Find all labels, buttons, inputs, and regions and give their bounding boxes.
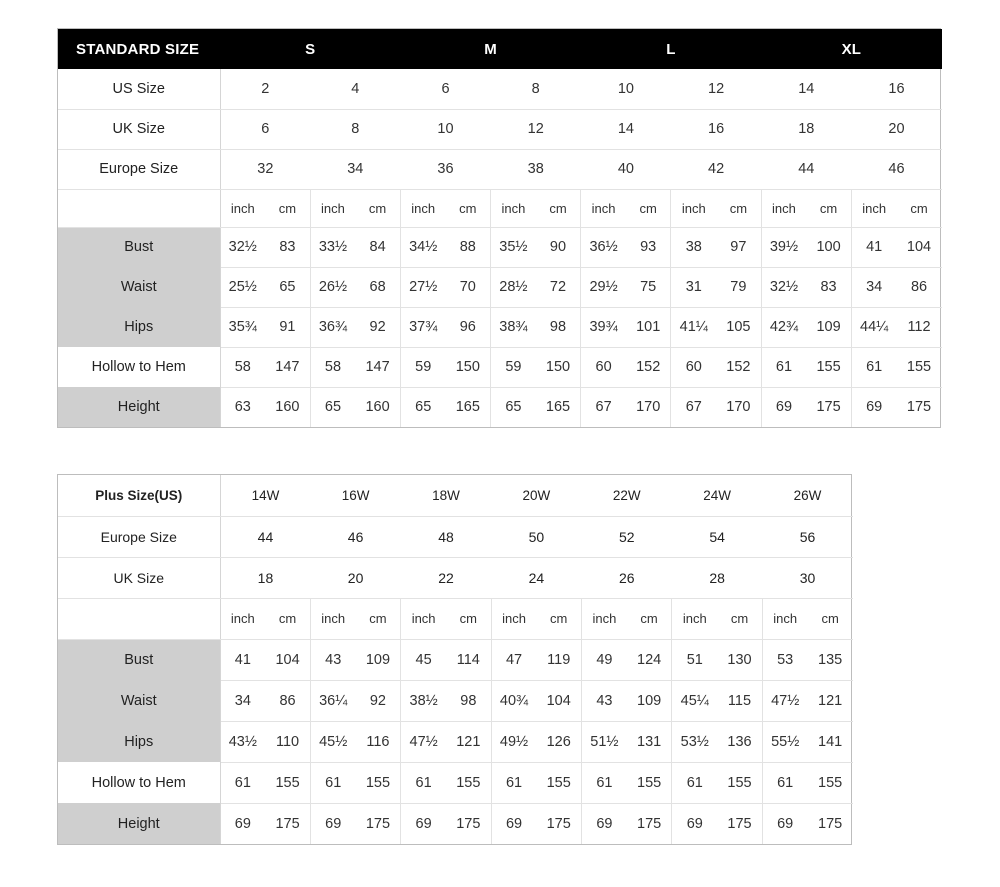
unit-cell: inch xyxy=(762,598,807,639)
cell-plus-hollow-in: 61 xyxy=(672,762,717,803)
cell-plus-hollow-in: 61 xyxy=(401,762,446,803)
cell-height-in: 63 xyxy=(220,387,265,427)
unit-cell: cm xyxy=(446,189,491,227)
table-row xyxy=(58,680,853,721)
unit-cell: cm xyxy=(806,189,851,227)
unit-cell: inch xyxy=(491,598,536,639)
cell-eu-size-6: 44 xyxy=(761,149,851,189)
cell-height-cm: 170 xyxy=(636,399,661,416)
cell-hollow-in: 59 xyxy=(400,347,445,387)
cell-height-cm: 165 xyxy=(545,399,571,416)
cell-plus-bust-in: 51 xyxy=(672,639,717,680)
cell-bust-in: 39½ xyxy=(761,227,806,267)
cell-plus-uk-3: 24 xyxy=(491,557,581,598)
row-label-plus-hollow-to-hem: Hollow to Hem xyxy=(58,762,220,803)
cell-plus-waist-cm: 98 xyxy=(446,680,491,721)
cell-plus-uk-4: 26 xyxy=(582,557,672,598)
row-label-plus-height: Height xyxy=(58,803,220,844)
cell-waist-cm: 68 xyxy=(355,267,400,307)
cell-hollow-cm: 147 xyxy=(355,347,400,387)
cell-bust-in: 41 xyxy=(851,227,896,267)
unit-cell: inch xyxy=(310,598,355,639)
unit-cell: inch xyxy=(851,189,896,227)
table-row xyxy=(58,803,853,844)
cell-hips-in: 44¼ xyxy=(851,307,896,347)
cell-height-cm: 170 xyxy=(726,399,751,416)
table-row xyxy=(58,307,942,347)
row-label-units xyxy=(58,189,220,227)
cell-hollow-cm: 150 xyxy=(536,347,581,387)
row-label-hollow-to-hem: Hollow to Hem xyxy=(58,347,220,387)
cell-plus-waist-in: 38½ xyxy=(401,680,446,721)
cell-height-cm: 165 xyxy=(455,399,480,416)
row-label-height: Height xyxy=(58,387,220,427)
cell-plus-height-cm: 175 xyxy=(365,815,391,832)
plus-size-grid xyxy=(58,475,853,844)
cell-bust-in: 32½ xyxy=(220,227,265,267)
standard-header-group-xl: XL xyxy=(761,29,941,69)
table-row xyxy=(58,109,942,149)
cell-plus-us-2: 18W xyxy=(401,475,491,516)
cell-plus-hips-cm: 126 xyxy=(536,721,581,762)
cell-plus-uk-6: 30 xyxy=(762,557,852,598)
cell-plus-waist-in: 36¼ xyxy=(310,680,355,721)
cell-hips-in: 37¾ xyxy=(400,307,445,347)
unit-cell: inch xyxy=(401,598,446,639)
cell-plus-hips-in: 51½ xyxy=(582,721,627,762)
cell-hips-in: 35¾ xyxy=(220,307,265,347)
cell-waist-cm: 72 xyxy=(536,267,581,307)
unit-cell: inch xyxy=(582,598,627,639)
cell-plus-waist-cm: 115 xyxy=(717,680,762,721)
cell-hips-cm: 105 xyxy=(716,307,761,347)
cell-height-in: 67 xyxy=(581,387,626,427)
cell-plus-height-in: 69 xyxy=(672,803,717,844)
cell-plus-height-cm: 175 xyxy=(727,815,752,832)
cell-hollow-in: 61 xyxy=(761,347,806,387)
cell-uk-size-0: 6 xyxy=(220,109,310,149)
cell-waist-in: 25½ xyxy=(220,267,265,307)
cell-plus-uk-1: 20 xyxy=(310,557,400,598)
cell-plus-hips-cm: 141 xyxy=(808,721,853,762)
cell-plus-hips-in: 55½ xyxy=(762,721,807,762)
cell-waist-cm: 79 xyxy=(716,267,761,307)
cell-hips-cm: 101 xyxy=(626,307,671,347)
cell-plus-height-in: 69 xyxy=(220,803,265,844)
cell-plus-uk-5: 28 xyxy=(672,557,762,598)
cell-eu-size-2: 36 xyxy=(400,149,490,189)
cell-plus-height-in: 69 xyxy=(401,803,446,844)
cell-plus-hollow-in: 61 xyxy=(582,762,627,803)
cell-hollow-cm: 152 xyxy=(716,347,761,387)
cell-plus-waist-cm: 109 xyxy=(627,680,672,721)
cell-hollow-cm: 147 xyxy=(265,347,310,387)
cell-eu-size-7: 46 xyxy=(851,149,941,189)
cell-plus-hips-cm: 116 xyxy=(356,721,401,762)
cell-bust-in: 36½ xyxy=(581,227,626,267)
cell-plus-hollow-cm: 155 xyxy=(356,762,401,803)
cell-uk-size-6: 18 xyxy=(761,109,851,149)
table-row-units xyxy=(58,598,853,639)
cell-bust-in: 34½ xyxy=(400,227,445,267)
cell-plus-bust-in: 49 xyxy=(582,639,627,680)
cell-hollow-cm: 155 xyxy=(896,347,941,387)
cell-us-size-4: 10 xyxy=(581,69,671,109)
cell-plus-hollow-in: 61 xyxy=(220,762,265,803)
row-label-plus-uk-size: UK Size xyxy=(58,557,220,598)
cell-hollow-in: 58 xyxy=(310,347,355,387)
cell-waist-cm: 65 xyxy=(265,267,310,307)
cell-plus-waist-cm: 92 xyxy=(356,680,401,721)
cell-eu-size-5: 42 xyxy=(671,149,761,189)
table-row xyxy=(58,762,853,803)
row-label-waist: Waist xyxy=(58,267,220,307)
cell-hips-cm: 112 xyxy=(896,307,941,347)
cell-height-in: 69 xyxy=(761,387,806,427)
standard-header-group-m: M xyxy=(400,29,580,69)
cell-plus-height-cm: 175 xyxy=(456,815,481,832)
row-label-europe-size: Europe Size xyxy=(58,149,220,189)
cell-hips-in: 41¼ xyxy=(671,307,716,347)
unit-cell: cm xyxy=(808,598,853,639)
unit-cell: inch xyxy=(400,189,445,227)
unit-cell: inch xyxy=(491,189,536,227)
unit-cell: inch xyxy=(220,598,265,639)
row-label-hips: Hips xyxy=(58,307,220,347)
cell-plus-hips-in: 47½ xyxy=(401,721,446,762)
cell-plus-waist-cm: 86 xyxy=(265,680,310,721)
cell-waist-cm: 86 xyxy=(896,267,941,307)
cell-plus-hips-in: 45½ xyxy=(310,721,355,762)
cell-bust-cm: 90 xyxy=(536,227,581,267)
cell-plus-hips-cm: 131 xyxy=(627,721,672,762)
cell-height-in: 65 xyxy=(310,387,355,427)
standard-size-table xyxy=(57,28,941,428)
plus-size-table xyxy=(57,474,852,845)
cell-plus-bust-cm: 104 xyxy=(265,639,310,680)
cell-height-in: 69 xyxy=(851,387,896,427)
cell-bust-cm: 104 xyxy=(896,227,941,267)
cell-plus-hips-in: 43½ xyxy=(220,721,265,762)
cell-plus-us-1: 16W xyxy=(310,475,400,516)
table-row xyxy=(58,721,853,762)
cell-eu-size-0: 32 xyxy=(220,149,310,189)
table-row xyxy=(58,69,942,109)
cell-plus-hips-cm: 121 xyxy=(446,721,491,762)
standard-size-grid xyxy=(58,29,942,427)
cell-us-size-6: 14 xyxy=(761,69,851,109)
cell-uk-size-4: 14 xyxy=(581,109,671,149)
cell-hips-cm: 98 xyxy=(536,307,581,347)
cell-uk-size-1: 8 xyxy=(310,109,400,149)
cell-plus-bust-in: 53 xyxy=(762,639,807,680)
cell-plus-hollow-cm: 155 xyxy=(446,762,491,803)
table-row xyxy=(58,516,853,557)
cell-uk-size-2: 10 xyxy=(400,109,490,149)
table-row-units xyxy=(58,189,942,227)
plus-header-row xyxy=(58,475,853,516)
cell-eu-size-4: 40 xyxy=(581,149,671,189)
cell-plus-hollow-cm: 155 xyxy=(265,762,310,803)
cell-plus-height-in: 69 xyxy=(491,803,536,844)
table-row xyxy=(58,267,942,307)
cell-waist-in: 29½ xyxy=(581,267,626,307)
cell-waist-cm: 75 xyxy=(626,267,671,307)
unit-cell: cm xyxy=(536,189,581,227)
unit-cell: cm xyxy=(627,598,672,639)
table-row xyxy=(58,639,853,680)
cell-height-in: 67 xyxy=(671,387,716,427)
cell-plus-waist-cm: 104 xyxy=(536,680,581,721)
cell-waist-in: 31 xyxy=(671,267,716,307)
cell-hollow-cm: 152 xyxy=(626,347,671,387)
cell-plus-bust-cm: 135 xyxy=(808,639,853,680)
cell-bust-cm: 100 xyxy=(806,227,851,267)
cell-us-size-0: 2 xyxy=(220,69,310,109)
cell-plus-uk-0: 18 xyxy=(220,557,310,598)
standard-header-row xyxy=(58,29,942,69)
cell-plus-eu-2: 48 xyxy=(401,516,491,557)
cell-eu-size-1: 34 xyxy=(310,149,400,189)
cell-plus-hollow-cm: 155 xyxy=(717,762,762,803)
cell-us-size-2: 6 xyxy=(400,69,490,109)
row-label-plus-europe-size: Europe Size xyxy=(58,516,220,557)
cell-plus-bust-in: 43 xyxy=(310,639,355,680)
cell-plus-height-cm: 175 xyxy=(546,815,571,832)
cell-waist-in: 28½ xyxy=(491,267,536,307)
cell-hollow-in: 60 xyxy=(581,347,626,387)
cell-plus-eu-1: 46 xyxy=(310,516,400,557)
row-label-uk-size: UK Size xyxy=(58,109,220,149)
unit-cell: inch xyxy=(220,189,265,227)
cell-uk-size-5: 16 xyxy=(671,109,761,149)
unit-cell: inch xyxy=(761,189,806,227)
cell-plus-hips-in: 53½ xyxy=(672,721,717,762)
cell-plus-height-cm: 175 xyxy=(275,815,300,832)
cell-waist-in: 34 xyxy=(851,267,896,307)
cell-plus-height-in: 69 xyxy=(310,803,355,844)
row-label-plus-bust: Bust xyxy=(58,639,220,680)
cell-plus-height-cm: 175 xyxy=(818,815,843,832)
cell-hollow-in: 61 xyxy=(851,347,896,387)
row-label-bust: Bust xyxy=(58,227,220,267)
cell-hips-cm: 96 xyxy=(446,307,491,347)
cell-eu-size-3: 38 xyxy=(491,149,581,189)
cell-height-cm: 175 xyxy=(906,399,932,416)
row-label-us-size: US Size xyxy=(58,69,220,109)
cell-hollow-cm: 150 xyxy=(446,347,491,387)
cell-uk-size-3: 12 xyxy=(491,109,581,149)
unit-cell: cm xyxy=(717,598,762,639)
cell-plus-bust-cm: 109 xyxy=(356,639,401,680)
cell-plus-waist-in: 34 xyxy=(220,680,265,721)
unit-cell: inch xyxy=(672,598,717,639)
cell-plus-hips-in: 49½ xyxy=(491,721,536,762)
cell-bust-cm: 84 xyxy=(355,227,400,267)
cell-plus-bust-in: 47 xyxy=(491,639,536,680)
cell-plus-waist-in: 47½ xyxy=(762,680,807,721)
cell-plus-bust-cm: 130 xyxy=(717,639,762,680)
cell-hips-cm: 91 xyxy=(265,307,310,347)
cell-bust-in: 35½ xyxy=(491,227,536,267)
cell-us-size-5: 12 xyxy=(671,69,761,109)
cell-plus-height-in: 69 xyxy=(582,803,627,844)
cell-plus-bust-in: 41 xyxy=(220,639,265,680)
cell-bust-in: 38 xyxy=(671,227,716,267)
unit-cell: inch xyxy=(310,189,355,227)
unit-cell: inch xyxy=(671,189,716,227)
cell-bust-cm: 93 xyxy=(626,227,671,267)
cell-plus-height-cm: 175 xyxy=(637,815,662,832)
cell-bust-in: 33½ xyxy=(310,227,355,267)
cell-plus-eu-6: 56 xyxy=(762,516,852,557)
table-row xyxy=(58,557,853,598)
cell-plus-hollow-cm: 155 xyxy=(627,762,672,803)
cell-plus-us-4: 22W xyxy=(582,475,672,516)
unit-cell: cm xyxy=(446,598,491,639)
cell-plus-us-3: 20W xyxy=(491,475,581,516)
row-label-plus-size-us: Plus Size(US) xyxy=(58,475,220,516)
cell-hips-in: 38¾ xyxy=(491,307,536,347)
standard-header-label: STANDARD SIZE xyxy=(58,29,220,69)
cell-plus-hollow-in: 61 xyxy=(310,762,355,803)
unit-cell: cm xyxy=(356,598,401,639)
cell-height-in: 65 xyxy=(491,387,536,427)
cell-plus-waist-in: 43 xyxy=(582,680,627,721)
cell-us-size-1: 4 xyxy=(310,69,400,109)
cell-height-cm: 160 xyxy=(365,399,390,416)
cell-waist-cm: 70 xyxy=(446,267,491,307)
cell-plus-height-in: 69 xyxy=(762,803,807,844)
cell-plus-bust-cm: 114 xyxy=(446,639,491,680)
cell-waist-in: 26½ xyxy=(310,267,355,307)
cell-us-size-7: 16 xyxy=(851,69,941,109)
cell-waist-cm: 83 xyxy=(806,267,851,307)
cell-hollow-in: 59 xyxy=(491,347,536,387)
unit-cell: cm xyxy=(265,189,310,227)
cell-uk-size-7: 20 xyxy=(851,109,941,149)
standard-header-group-l: L xyxy=(581,29,761,69)
unit-cell: cm xyxy=(355,189,400,227)
table-row xyxy=(58,347,942,387)
cell-plus-hollow-in: 61 xyxy=(491,762,536,803)
cell-hips-in: 42¾ xyxy=(761,307,806,347)
cell-waist-in: 27½ xyxy=(400,267,445,307)
cell-height-in: 65 xyxy=(400,387,445,427)
cell-hollow-cm: 155 xyxy=(806,347,851,387)
cell-height-cm: 175 xyxy=(816,399,841,416)
row-label-plus-waist: Waist xyxy=(58,680,220,721)
cell-hips-in: 36¾ xyxy=(310,307,355,347)
cell-height-cm: 160 xyxy=(275,399,300,416)
cell-plus-us-6: 26W xyxy=(762,475,852,516)
cell-hips-in: 39¾ xyxy=(581,307,626,347)
cell-hips-cm: 92 xyxy=(355,307,400,347)
cell-plus-waist-in: 40¾ xyxy=(491,680,536,721)
row-label-plus-units xyxy=(58,598,220,639)
cell-us-size-3: 8 xyxy=(491,69,581,109)
cell-plus-hollow-in: 61 xyxy=(762,762,807,803)
cell-plus-us-0: 14W xyxy=(220,475,310,516)
cell-hips-cm: 109 xyxy=(806,307,851,347)
unit-cell: cm xyxy=(536,598,581,639)
cell-plus-eu-0: 44 xyxy=(220,516,310,557)
cell-plus-hips-cm: 136 xyxy=(717,721,762,762)
cell-plus-eu-3: 50 xyxy=(491,516,581,557)
cell-plus-bust-in: 45 xyxy=(401,639,446,680)
table-row xyxy=(58,387,942,427)
cell-bust-cm: 97 xyxy=(716,227,761,267)
cell-plus-bust-cm: 119 xyxy=(536,639,581,680)
unit-cell: cm xyxy=(716,189,761,227)
unit-cell: inch xyxy=(581,189,626,227)
cell-plus-eu-5: 54 xyxy=(672,516,762,557)
unit-cell: cm xyxy=(265,598,310,639)
cell-hollow-in: 60 xyxy=(671,347,716,387)
cell-plus-hollow-cm: 155 xyxy=(808,762,853,803)
cell-plus-eu-4: 52 xyxy=(582,516,672,557)
cell-plus-waist-in: 45¼ xyxy=(672,680,717,721)
cell-bust-cm: 83 xyxy=(265,227,310,267)
cell-hollow-in: 58 xyxy=(220,347,265,387)
cell-plus-waist-cm: 121 xyxy=(808,680,853,721)
cell-plus-uk-2: 22 xyxy=(401,557,491,598)
cell-plus-bust-cm: 124 xyxy=(627,639,672,680)
row-label-plus-hips: Hips xyxy=(58,721,220,762)
cell-plus-us-5: 24W xyxy=(672,475,762,516)
cell-plus-hips-cm: 110 xyxy=(265,721,310,762)
cell-plus-hollow-cm: 155 xyxy=(536,762,581,803)
unit-cell: cm xyxy=(896,189,941,227)
standard-header-group-s: S xyxy=(220,29,400,69)
table-row xyxy=(58,149,942,189)
table-row xyxy=(58,227,942,267)
cell-bust-cm: 88 xyxy=(446,227,491,267)
cell-waist-in: 32½ xyxy=(761,267,806,307)
unit-cell: cm xyxy=(626,189,671,227)
